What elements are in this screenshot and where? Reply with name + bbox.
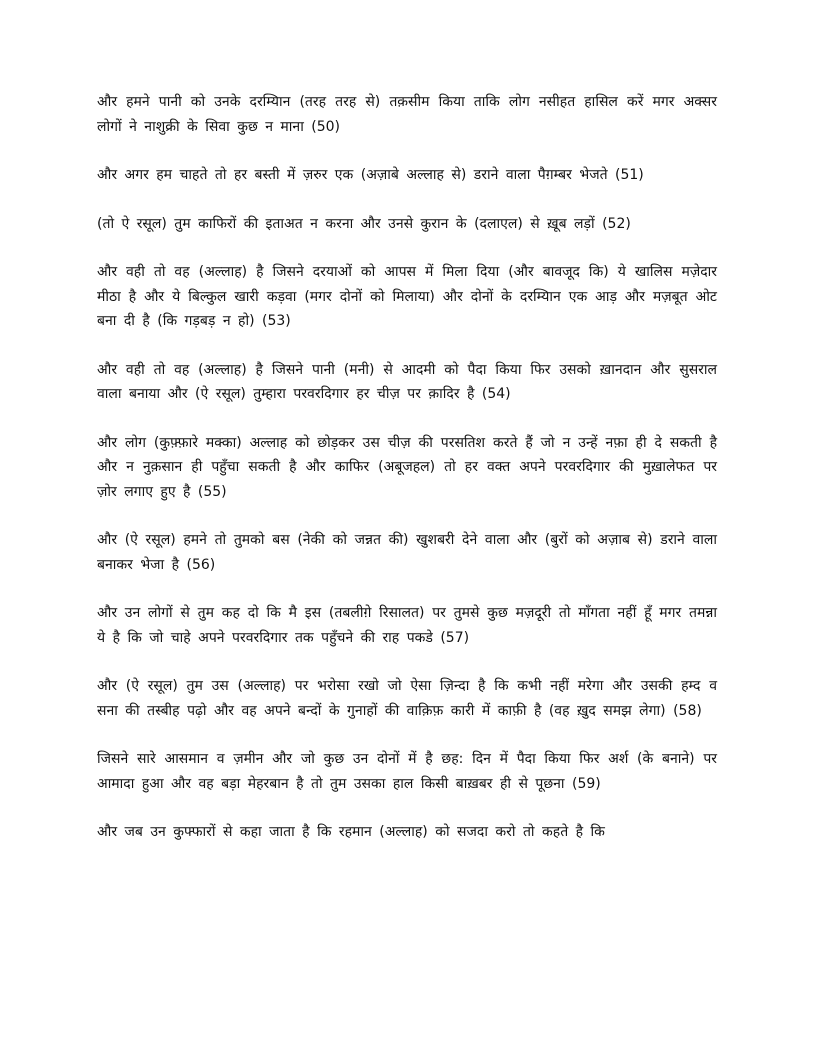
verse-53: और वही तो वह (अल्लाह) है जिसने दरयाओं को आपस में मिला दिया (और बावजूद कि) ये खालिस मज़ेदार मीठा है और ये बिल्कुल खारी कड़वा (मगर दोनों को मिलाया) और दोनों के दरम्यिान एक आड़ और मज़बूत ओट बना दी है (कि गड़बड़ न हो) (53) [97,264,717,329]
verse-51: और अगर हम चाहते तो हर बस्ती में ज़रुर एक (अज़ाबे अल्लाह से) डराने वाला पैग़म्बर भेजते (51) [97,167,644,183]
verse-54: और वही तो वह (अल्लाह) है जिसने पानी (मनी) से आदमी को पैदा किया फिर उसको ख़ानदान और सुसराल वाला बनाया और (ऐ रसूल) तुम्हारा परवरदिगार हर चीज़ पर क़ादिर है (54) [97,361,717,402]
verse-52: (तो ऐ रसूल) तुम काफिरों की इताअत न करना और उनसे कुरान के (दलाएल) से ख़ूब लड़ों (52) [97,215,631,232]
document-body [97,90,717,869]
verse-60-partial: और जब उन कुफ्फारों से कहा जाता है कि रहमान (अल्लाह) को सजदा करो तो कहते है कि [97,824,605,840]
verse-50: और हमने पानी को उनके दरम्यिान (तरह तरह से) तक़सीम किया ताकि लोग नसीहत हासिल करें मगर अक्सर लोगों ने नाशुक्री के सिवा कुछ न माना (50) [97,94,717,135]
verse-58: और (ऐ रसूल) तुम उस (अल्लाह) पर भरोसा रखो जो ऐसा ज़िन्दा है कि कभी नहीं मरेगा और उसकी हम्द व सना की तस्बीह पढ़ो और वह अपने बन्दों के गुनाहों की वाक़िफ़ कारी में काफ़ी है (वह ख़ुद समझ लेगा) (58) [97,678,717,719]
verse-56: और (ऐ रसूल) हमने तो तुमको बस (नेकी को जन्नत की) खुशबरी देने वाला और (बुरों को अज़ाब से) डराने वाला बनाकर भेजा है (56) [97,532,717,573]
verse-59: जिसने सारे आसमान व ज़मीन और जो कुछ उन दोनों में है छह: दिन में पैदा किया फिर अर्श (के बनाने) पर आमादा हुआ और वह बड़ा मेहरबान है तो तुम उसका हाल किसी बाख़बर ही से पूछना (59) [97,751,717,792]
verse-57: और उन लोगों से तुम कह दो कि मै इस (तबलीग़े रिसालत) पर तुमसे कुछ मज़दूरी तो माँगता नहीं हूँ मगर तमन्ना ये है कि जो चाहे अपने परवरदिगार तक पहुँचने की राह पकडे (57) [97,605,717,646]
verse-55: और लोग (कुफ़्फ़ारे मक्का) अल्लाह को छोड़कर उस चीज़ की परसतिश करते हैं जो न उन्हें नफ़ा ही दे सकती है और न नुक़सान ही पहुँचा सकती है और काफिर (अबूजहल) तो हर वक्त अपने परवरदिगार की मुख़ालेफत पर ज़ोर लगाए हुए है (55) [97,434,717,500]
